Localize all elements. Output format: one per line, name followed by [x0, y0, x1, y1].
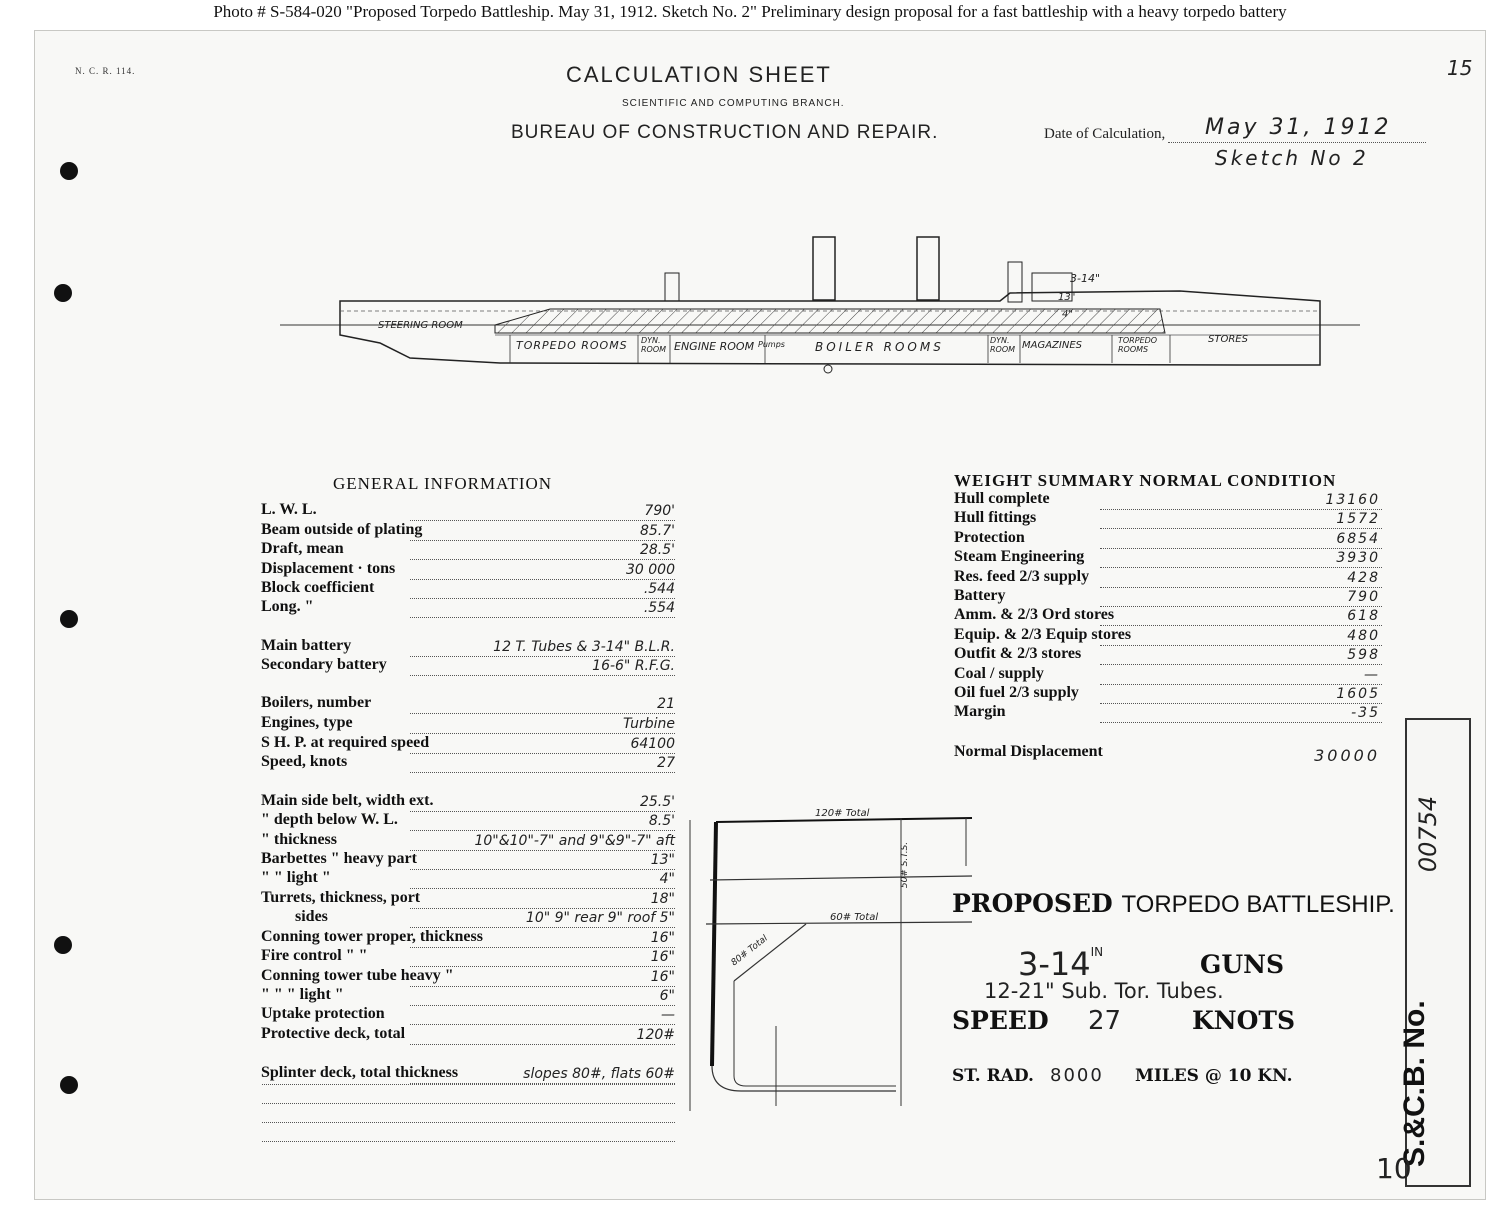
general-row-label: Barbettes " heavy part — [261, 850, 417, 867]
weight-row-dotted-line — [1100, 664, 1382, 665]
general-row-dotted-line — [410, 733, 675, 734]
general-row-label: Draft, mean — [261, 540, 344, 557]
compartment-torpedo-rooms-aft: TORPEDO ROOMS — [1118, 336, 1158, 354]
date-value: May 31, 1912 — [1205, 115, 1392, 140]
weight-row-label: Protection — [954, 528, 1025, 546]
radius-label: ST. RAD. — [952, 1066, 1034, 1086]
form-number: N. C. R. 114. — [75, 66, 136, 76]
binder-hole-icon — [60, 610, 78, 628]
summary-proposed — [952, 889, 1395, 919]
weight-row-value: 790 — [1347, 589, 1380, 605]
date-underline — [1168, 142, 1426, 143]
general-row-label: Boilers, number — [261, 694, 372, 711]
general-row-dotted-line — [410, 753, 675, 754]
radius-end: MILES @ 10 KN. — [1135, 1066, 1293, 1086]
general-row-dotted-line — [410, 559, 675, 560]
weight-row-dotted-line — [1100, 528, 1382, 529]
general-row-dotted-line — [410, 1044, 675, 1045]
weight-row-dotted-line — [1100, 684, 1382, 685]
general-row-label: Splinter deck, total thickness — [261, 1064, 459, 1081]
radius-value: 8000 — [1050, 1065, 1104, 1086]
compartment-engine-room: ENGINE ROOM — [674, 340, 755, 353]
summary-torpedo-battleship: TORPEDO BATTLESHIP. — [1121, 891, 1395, 918]
general-row-label: Displacement · tons — [261, 560, 396, 577]
blank-dotted-line — [262, 1141, 675, 1142]
weight-row-label: Steam Engineering — [954, 548, 1085, 566]
general-row-label: Main battery — [261, 637, 352, 654]
general-row-label: Engines, type — [261, 714, 353, 731]
blank-dotted-line — [262, 1122, 675, 1123]
photo-caption: Photo # S-584-020 "Proposed Torpedo Battleship. May 31, 1912. Sketch No. 2" Preliminary design proposal for a fast battleship with a heavy torpedo battery — [213, 2, 1287, 21]
barbette-4-label: 4" — [1062, 309, 1073, 320]
weight-row-label: Equip. & 2/3 Equip stores — [954, 625, 1132, 643]
general-row-label: Block coefficient — [261, 579, 375, 596]
guns-number: 3-14 — [1018, 945, 1091, 983]
general-row-label: S H. P. at required speed — [261, 734, 430, 751]
general-row-value: 18" — [650, 891, 675, 907]
turret-note: 3-14" — [1070, 272, 1101, 285]
weight-row-value: 1605 — [1336, 686, 1380, 702]
weight-row-label: Hull fittings — [954, 509, 1037, 527]
weight-row-dotted-line — [1100, 509, 1382, 510]
general-row-dotted-line — [410, 617, 675, 618]
general-row-value: 10" 9" rear 9" roof 5" — [525, 910, 675, 926]
weight-row-value: 480 — [1347, 627, 1380, 644]
general-row-value: — — [661, 1007, 675, 1023]
general-row-value: 16-6" R.F.G. — [592, 658, 675, 674]
general-row-value: 13" — [650, 852, 675, 868]
section-60-total: 60# Total — [830, 912, 879, 923]
weight-row-dotted-line — [1100, 587, 1382, 588]
weight-row-label: Coal / supply — [954, 664, 1044, 682]
general-row-dotted-line — [410, 656, 675, 657]
general-row-label: Protective deck, total — [261, 1025, 406, 1042]
general-row-label: Uptake protection — [261, 1005, 385, 1022]
general-row-value: 10"&10"-7" and 9"&9"-7" aft — [474, 833, 675, 849]
general-row-dotted-line — [410, 888, 675, 889]
weight-row-label: Battery — [954, 587, 1006, 604]
weight-row-label: Res. feed 2/3 supply — [954, 567, 1090, 585]
speed-value: 27 — [1088, 1006, 1122, 1036]
general-row-dotted-line — [410, 675, 675, 676]
general-row-dotted-line — [410, 830, 675, 831]
general-row-dotted-line — [410, 869, 675, 870]
general-row-dotted-line — [410, 908, 675, 909]
section-80-total: 80# Total — [729, 933, 770, 969]
weight-row-value: 6854 — [1336, 530, 1380, 547]
weight-summary-title: WEIGHT SUMMARY NORMAL CONDITION — [954, 471, 1337, 490]
general-information-title: GENERAL INFORMATION — [333, 474, 553, 493]
weight-row-value: 13160 — [1325, 492, 1380, 508]
compartment-dyn-room: DYN. ROOM — [641, 336, 667, 354]
general-row-label: Turrets, thickness, port — [261, 889, 421, 906]
general-row-value: .544 — [643, 581, 675, 597]
general-row-dotted-line — [410, 579, 675, 580]
weight-row-label: Oil fuel 2/3 supply — [954, 684, 1079, 701]
general-row-dotted-line — [410, 811, 675, 812]
general-row-value: 21 — [657, 696, 675, 712]
section-120-total: 120# Total — [815, 808, 870, 819]
general-row-label: Long. " — [261, 598, 314, 615]
weight-row-value: 3930 — [1336, 550, 1380, 567]
barbette-13-label: 13" — [1058, 292, 1076, 303]
date-label: Date of Calculation, — [1044, 126, 1166, 142]
compartment-torpedo-rooms: TORPEDO ROOMS — [516, 339, 628, 352]
sketch-number: Sketch No 2 — [1215, 146, 1369, 170]
weight-row-dotted-line — [1100, 606, 1382, 607]
weight-row-value: — — [1364, 666, 1380, 683]
general-row-value: 8.5' — [648, 813, 675, 829]
weight-row-value: -35 — [1351, 705, 1380, 722]
general-row-label: Speed, knots — [261, 753, 348, 770]
weight-row-label: Outfit & 2/3 stores — [954, 645, 1082, 663]
weight-row-value: 1572 — [1336, 511, 1380, 528]
general-row-value: .554 — [643, 600, 675, 616]
general-row-label: Fire control " " — [261, 947, 368, 964]
general-row-value: 16" — [650, 930, 675, 946]
weight-row-dotted-line — [1100, 703, 1382, 704]
stamp-text: S.&C.B. No. — [1398, 1000, 1431, 1167]
general-row-label: Conning tower tube heavy " — [261, 967, 454, 984]
weight-row-value: 598 — [1347, 647, 1380, 664]
general-row-label: Conning tower proper, thickness — [261, 928, 483, 945]
blank-dotted-line — [262, 1103, 675, 1104]
stamp-number: 00754 — [1414, 795, 1443, 873]
general-row-value: 16" — [650, 969, 675, 985]
binder-hole-icon — [60, 1076, 78, 1094]
weight-row-label: Margin — [954, 703, 1006, 721]
weight-row-dotted-line — [1100, 645, 1382, 646]
summary-guns — [1018, 945, 1103, 983]
weight-row-value: 618 — [1347, 608, 1380, 625]
weight-row-label: Amm. & 2/3 Ord stores — [954, 606, 1115, 624]
general-row-label: " " " light " — [261, 986, 344, 1003]
general-row-dotted-line — [410, 850, 675, 851]
knots-label: KNOTS — [1192, 1006, 1296, 1035]
general-row-value: 27 — [657, 755, 675, 771]
general-row-label: Main side belt, width ext. — [261, 792, 434, 809]
general-row-dotted-line — [410, 520, 675, 521]
general-row-label: " thickness — [261, 831, 338, 848]
summary-proposed-word: PROPOSED — [952, 889, 1113, 918]
general-row-dotted-line — [410, 1005, 675, 1006]
weight-row-dotted-line — [1100, 722, 1382, 723]
blank-dotted-line — [262, 1084, 675, 1085]
normal-displacement-label: Normal Displacement — [954, 743, 1103, 760]
general-row-value: 12 T. Tubes & 3-14" B.L.R. — [493, 639, 675, 655]
steering-room-label: STEERING ROOM — [378, 320, 463, 331]
weight-row-dotted-line — [1100, 567, 1382, 568]
general-row-dotted-line — [410, 713, 675, 714]
sheet-title: CALCULATION SHEET — [566, 62, 832, 87]
torpedo-tubes: 12-21" Sub. Tor. Tubes. — [984, 979, 1224, 1003]
ship-profile-drawing — [280, 225, 1360, 385]
general-row-dotted-line — [410, 986, 675, 987]
compartment-boiler-rooms: BOILER ROOMS — [815, 340, 944, 354]
general-row-dotted-line — [410, 772, 675, 773]
weight-row-label: Hull complete — [954, 490, 1050, 507]
pumps-label: Pumps — [758, 340, 785, 349]
binder-hole-icon — [54, 936, 72, 954]
general-row-value: 64100 — [630, 736, 675, 752]
general-row-value: 85.7' — [639, 523, 675, 539]
sheet-subtitle: SCIENTIFIC AND COMPUTING BRANCH. — [622, 98, 845, 109]
general-row-value: 16" — [650, 949, 675, 965]
guns-inch: IN — [1090, 945, 1104, 959]
general-row-value: 25.5' — [639, 794, 675, 810]
general-row-label: Beam outside of plating — [261, 521, 423, 538]
guns-label: GUNS — [1200, 950, 1285, 979]
general-row-dotted-line — [410, 947, 675, 948]
page-bottom-number: 10 — [1376, 1152, 1412, 1185]
general-row-value: Turbine — [622, 716, 675, 732]
general-row-value: 790' — [644, 503, 675, 519]
general-row-label: Secondary battery — [261, 656, 387, 673]
general-row-value: slopes 80#, flats 60# — [523, 1066, 675, 1082]
general-row-dotted-line — [410, 1024, 675, 1025]
general-row-value: 30 000 — [626, 562, 675, 578]
general-row-value: 28.5' — [639, 542, 675, 558]
compartment-magazines: MAGAZINES — [1022, 340, 1083, 351]
compartment-stores: STORES — [1208, 334, 1248, 345]
bureau-name: BUREAU OF CONSTRUCTION AND REPAIR. — [511, 122, 939, 143]
section-50-sts: 50# S.T.S. — [900, 841, 911, 889]
speed-label: SPEED — [952, 1006, 1049, 1035]
general-row-label: sides — [295, 908, 328, 925]
normal-displacement-value: 30000 — [1314, 746, 1380, 765]
weight-row-value: 428 — [1347, 569, 1380, 586]
general-row-dotted-line — [410, 540, 675, 541]
weight-row-dotted-line — [1100, 625, 1382, 626]
weight-row-dotted-line — [1100, 548, 1382, 549]
general-row-dotted-line — [410, 598, 675, 599]
general-row-label: " " light " — [261, 869, 331, 886]
general-row-value: 4" — [659, 871, 675, 887]
general-row-label: L. W. L. — [261, 501, 317, 518]
page-corner-number: 15 — [1447, 56, 1473, 80]
binder-hole-icon — [60, 162, 78, 180]
general-row-value: 120# — [636, 1027, 675, 1043]
general-row-value: 6" — [659, 988, 675, 1004]
general-row-label: " depth below W. L. — [261, 811, 398, 828]
binder-hole-icon — [54, 284, 72, 302]
compartment-dyn-room-2: DYN. ROOM — [990, 336, 1016, 354]
